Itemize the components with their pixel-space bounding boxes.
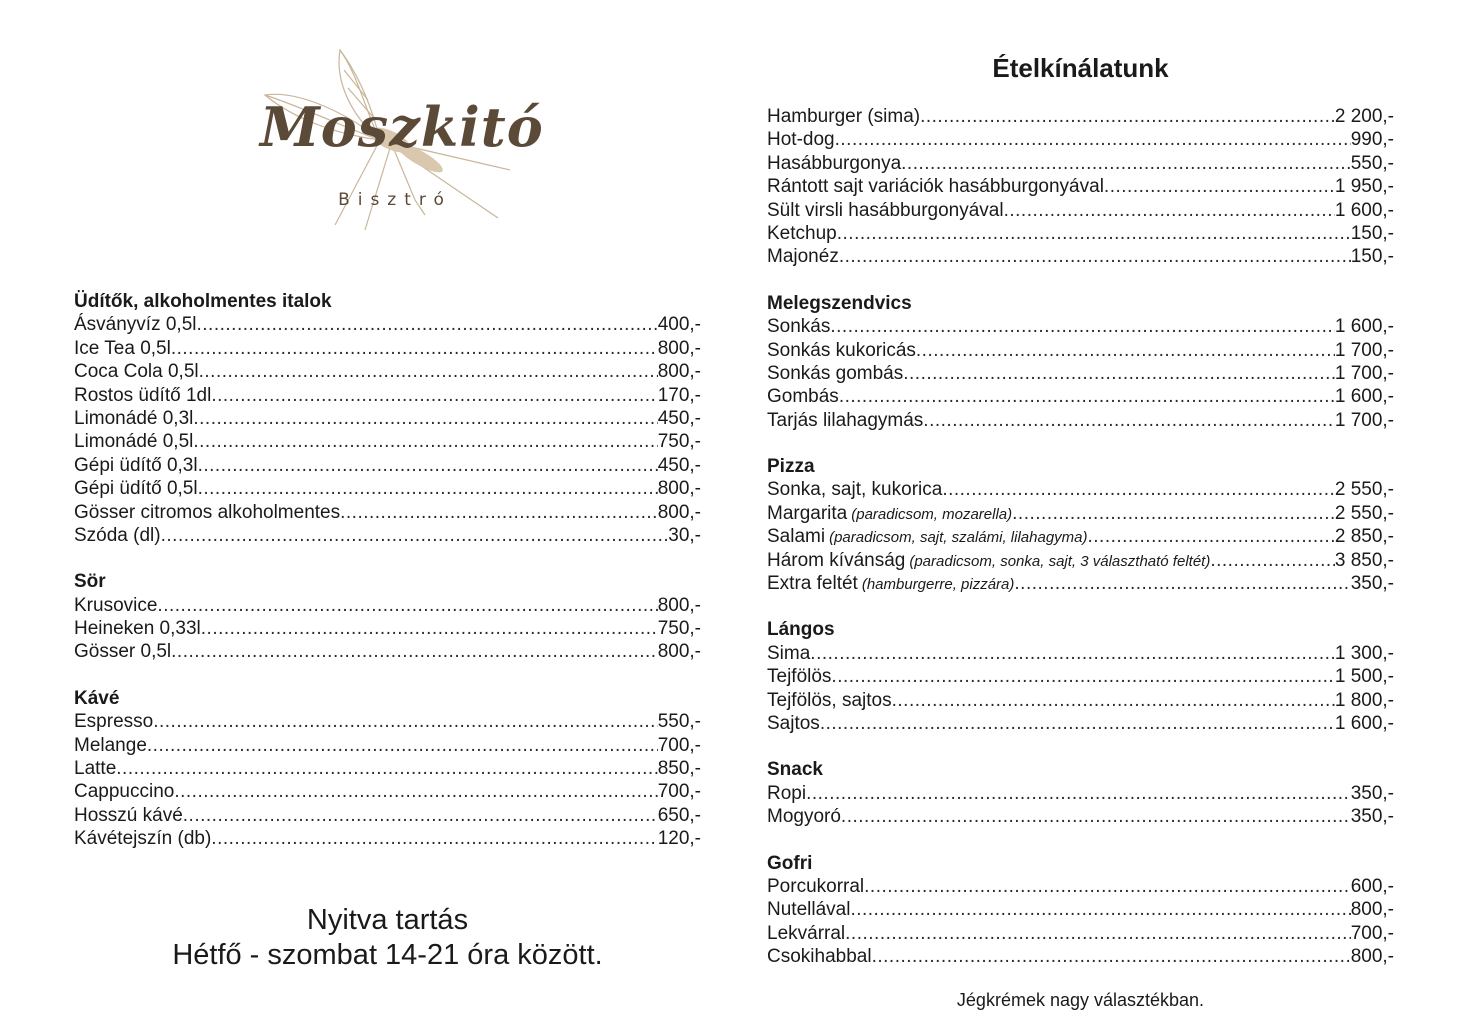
item-price: 1 700,- [1334,362,1394,384]
item-name: Salami [767,526,826,548]
item-name: Limonádé 0,3l [74,407,194,429]
item-note: (hamburgerre, pizzára) [861,576,1015,594]
menu-item [767,572,1394,595]
item-price: 170,- [657,384,701,406]
menu-item [74,617,701,640]
menu-item [767,525,1394,548]
menu-item [767,222,1394,245]
dot-leader [193,407,657,430]
item-name: Három kívánság [767,549,906,571]
dot-leader [864,875,1351,898]
item-price: 450,- [657,407,701,429]
item-name: Tarjás lilahagymás [767,409,924,431]
dot-leader [147,734,658,757]
item-name: Gépi üdítő 0,5l [74,478,198,500]
menu-item [74,780,701,803]
item-price: 550,- [657,711,701,733]
item-name: Hasábburgonya [767,152,902,174]
drinks-menu [74,290,701,874]
menu-item [767,712,1394,735]
menu-item [767,875,1394,898]
menu-item [767,175,1394,198]
menu-item [74,827,701,850]
logo-name: Moszkitó [260,95,544,159]
item-price: 2 550,- [1334,502,1394,524]
item-name: Rostos üdítő 1dl [74,384,212,406]
item-name: Gösser citromos alkoholmentes [74,501,341,523]
opening-hours-title: Nyitva tartás [306,904,469,936]
menu-item [767,128,1394,151]
item-price: 1 800,- [1334,689,1394,711]
item-name: Extra feltét [767,573,858,595]
item-price: 800,- [657,361,701,383]
section-title: Kávé [74,687,120,709]
menu-item [74,710,701,733]
dot-leader [211,827,657,850]
section-title: Sör [74,571,106,593]
opening-hours [74,903,701,973]
dot-leader [850,898,1350,921]
item-price: 700,- [657,734,701,756]
dot-leader [1210,549,1335,572]
dot-leader [916,339,1335,362]
menu-item [74,477,701,500]
item-name: Hamburger (sima) [767,106,921,127]
menu-item [767,689,1394,712]
dot-leader [841,805,1351,828]
menu-item [767,245,1394,268]
dot-leader [923,409,1335,432]
item-price: 800,- [657,594,701,616]
item-price: 600,- [1350,875,1394,897]
item-price: 350,- [1350,573,1394,595]
menu-item [767,199,1394,222]
item-price: 1 500,- [1334,666,1394,688]
item-price: 650,- [657,804,701,826]
item-price: 1 600,- [1334,316,1394,338]
menu-item [767,385,1394,408]
dot-leader [1104,175,1335,198]
item-price: 990,- [1350,129,1394,151]
menu-item [767,409,1394,432]
logo-subtitle: Bisztró [338,190,452,210]
item-price: 800,- [1350,946,1394,968]
item-name: Hot-dog [767,129,835,151]
menu-item [767,339,1394,362]
dot-leader [1012,502,1335,525]
menu-item [74,594,701,617]
item-name: Sonkás kukoricás [767,339,916,361]
dot-leader [153,710,657,733]
item-price: 2 200,- [1334,106,1394,127]
dot-leader [903,362,1335,385]
dot-leader [116,757,657,780]
menu-item [74,384,701,407]
item-price: 1 950,- [1334,176,1394,198]
item-name: Espresso [74,711,154,733]
dot-leader [942,478,1335,501]
menu-item [74,407,701,430]
logo [240,40,544,240]
dot-leader [835,128,1351,151]
item-name: Gombás [767,386,839,408]
item-price: 1 700,- [1334,409,1394,431]
menu-item [74,313,701,336]
menu-item [74,501,701,524]
menu-section [767,455,1394,595]
item-name: Ketchup [767,222,837,244]
item-name: Ice Tea 0,5l [74,337,171,359]
item-name: Margarita [767,502,848,524]
dot-leader [839,245,1351,268]
item-price: 450,- [657,454,701,476]
food-menu-title: Ételkínálatunk [992,53,1169,83]
menu-section [74,570,701,664]
menu-item [767,549,1394,572]
dot-leader [183,804,658,827]
item-name: Krusovice [74,594,158,616]
dot-leader [901,152,1351,175]
section-title: Lángos [767,619,835,641]
item-price: 30,- [668,524,701,546]
menu-item [767,945,1394,968]
item-name: Nutellával [767,899,851,921]
item-name: Tejfölös, sajtos [767,689,892,711]
menu-item [74,454,701,477]
item-name: Mogyoró [767,806,841,828]
item-price: 150,- [1350,222,1394,244]
item-name: Limonádé 0,5l [74,431,194,453]
menu-item [767,478,1394,501]
item-price: 1 600,- [1334,712,1394,734]
item-name: Hosszú kávé [74,804,183,826]
dot-leader [198,477,658,500]
menu-item [74,337,701,360]
dot-leader [837,222,1351,245]
menu-item [767,922,1394,945]
menu-item [767,642,1394,665]
item-price: 850,- [657,758,701,780]
item-price: 800,- [657,478,701,500]
menu-item [767,782,1394,805]
item-price: 2 850,- [1334,526,1394,548]
menu-section [767,758,1394,828]
menu-section [767,618,1394,735]
dot-leader [193,430,657,453]
opening-hours-text: Hétfő - szombat 14-21 óra között. [172,939,603,971]
section-title: Melegszendvics [767,292,912,314]
item-name: Majonéz [767,246,839,268]
item-name: Rántott sajt variációk hasábburgonyával [767,176,1104,198]
dot-leader [340,501,658,524]
menu-section [767,105,1394,269]
item-name: Szóda (dl) [74,524,161,546]
dot-leader [211,384,657,407]
item-name: Gépi üdítő 0,3l [74,454,198,476]
item-price: 750,- [657,431,701,453]
section-title: Üdítők, alkoholmentes italok [74,291,332,312]
dot-leader [806,782,1351,805]
dot-leader [1004,199,1335,222]
item-price: 800,- [657,501,701,523]
menu-item [74,804,701,827]
section-title: Pizza [767,456,815,478]
item-name: Kávétejszín (db) [74,828,212,850]
item-name: Gösser 0,5l [74,641,172,663]
item-note: (paradicsom, mozarella) [851,505,1013,523]
item-name: Melange [74,734,147,756]
item-price: 750,- [657,618,701,640]
item-note: (paradicsom, sajt, szalámi, lilahagyma) [829,529,1088,547]
section-title: Gofri [767,852,813,874]
item-name: Porcukorral [767,875,865,897]
menu-section [74,687,701,851]
menu-item [767,665,1394,688]
item-name: Sült virsli hasábburgonyával [767,199,1004,221]
menu-item [74,430,701,453]
dot-leader [1088,525,1335,548]
item-price: 120,- [657,828,701,850]
item-price: 800,- [657,641,701,663]
dot-leader [872,945,1351,968]
item-name: Latte [74,758,117,780]
item-price: 800,- [1350,899,1394,921]
menu-item [767,315,1394,338]
dot-leader [201,617,658,640]
item-name: Tejfölös [767,666,832,688]
dot-leader [198,454,658,477]
dot-leader [171,337,658,360]
menu-section [74,290,701,547]
dot-leader [171,640,658,663]
dot-leader [197,313,658,336]
item-price: 1 600,- [1334,386,1394,408]
dot-leader [839,385,1335,408]
item-note: (paradicsom, sonka, sajt, 3 választható feltét) [909,552,1211,570]
item-name: Heineken 0,33l [74,618,201,640]
item-price: 150,- [1350,246,1394,268]
item-price: 2 550,- [1334,479,1394,501]
menu-item [767,805,1394,828]
item-name: Coca Cola 0,5l [74,361,199,383]
item-price: 800,- [657,337,701,359]
item-price: 550,- [1350,152,1394,174]
menu-item [74,640,701,663]
menu-item [767,362,1394,385]
item-name: Sonkás gombás [767,362,904,384]
menu-item [74,360,701,383]
food-menu [767,105,1394,992]
dot-leader [831,665,1334,688]
menu-item [74,524,701,547]
dot-leader [161,524,669,547]
item-price: 1 700,- [1334,339,1394,361]
dot-leader [830,315,1334,338]
menu-item [74,734,701,757]
item-name: Sonka, sajt, kukorica [767,479,943,501]
item-name: Ásványvíz 0,5l [74,314,197,336]
menu-item [74,757,701,780]
item-price: 350,- [1350,782,1394,804]
dot-leader [892,689,1335,712]
dot-leader [820,712,1335,735]
item-price: 700,- [1350,922,1394,944]
menu-item [767,105,1394,128]
dot-leader [199,360,658,383]
dot-leader [845,922,1351,945]
item-name: Sajtos [767,712,820,734]
ice-cream-note: Jégkrémek nagy választékban. [956,990,1205,1010]
item-price: 700,- [657,781,701,803]
item-price: 350,- [1350,806,1394,828]
dot-leader [157,594,657,617]
menu-section [767,292,1394,432]
item-price: 1 300,- [1334,642,1394,664]
item-name: Sonkás [767,316,831,338]
menu-item [767,898,1394,921]
menu-section [767,852,1394,969]
item-name: Csokihabbal [767,946,872,968]
item-name: Ropi [767,782,807,804]
dot-leader [1014,572,1350,595]
dot-leader [810,642,1335,665]
item-name: Lekvárral [767,922,846,944]
dot-leader [920,105,1335,128]
menu-item [767,502,1394,525]
item-name: Cappuccino [74,781,175,803]
item-price: 3 850,- [1334,549,1394,571]
item-price: 1 600,- [1334,199,1394,221]
menu-item [767,152,1394,175]
dot-leader [174,780,657,803]
item-name: Sima [767,642,811,664]
item-price: 400,- [657,314,701,336]
section-title: Snack [767,759,823,781]
